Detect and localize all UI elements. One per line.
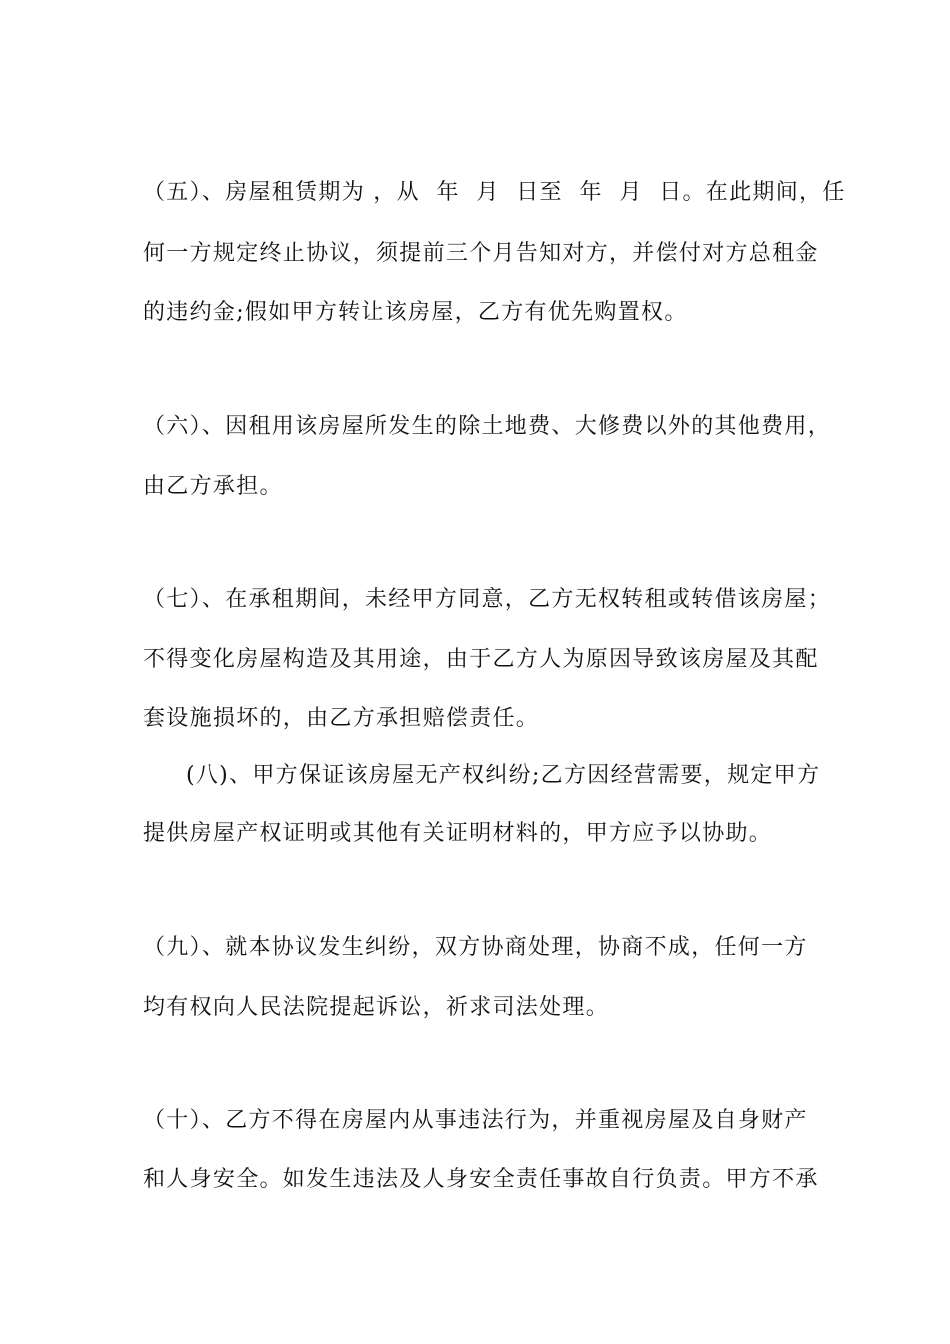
clause-5-line-2: 何一方规定终止协议，须提前三个月告知对方，并偿付对方总租金	[143, 241, 819, 266]
clause-8-line-2: 提供房屋产权证明或其他有关证明材料的，甲方应予以协助。	[143, 821, 773, 846]
clause-9-line-1: （九）、就本协议发生纠纷，双方协商处理，协商不成，任何一方	[143, 935, 808, 960]
clause-10-line-1: （十）、乙方不得在房屋内从事违法行为，并重视房屋及自身财产	[143, 1108, 808, 1133]
clause-8-line-1: (八)、甲方保证该房屋无产权纠纷;乙方因经营需要，规定甲方	[186, 763, 821, 788]
clause-7-line-3: 套设施损坏的，由乙方承担赔偿责任。	[143, 706, 540, 731]
clause-7-line-2: 不得变化房屋构造及其用途，由于乙方人为原因导致该房屋及其配	[143, 647, 819, 672]
clause-7-line-1: （七）、在承租期间，未经甲方同意，乙方无权转租或转借该房屋；	[143, 587, 832, 612]
clause-5-line-1: （五）、房屋租赁期为 ，从 年 月 日至 年 月 日。在此期间，任	[143, 180, 846, 205]
clause-6-line-1: （六）、因租用该房屋所发生的除土地费、大修费以外的其他费用，	[143, 414, 832, 439]
clause-10-line-2: 和人身安全。如发生违法及人身安全责任事故自行负责。甲方不承	[143, 1167, 819, 1192]
clause-6-line-2: 由乙方承担。	[143, 474, 283, 499]
clause-9-line-2: 均有权向人民法院提起诉讼，祈求司法处理。	[143, 995, 610, 1020]
clause-5-line-3: 的违约金;假如甲方转让该房屋，乙方有优先购置权。	[143, 300, 688, 325]
